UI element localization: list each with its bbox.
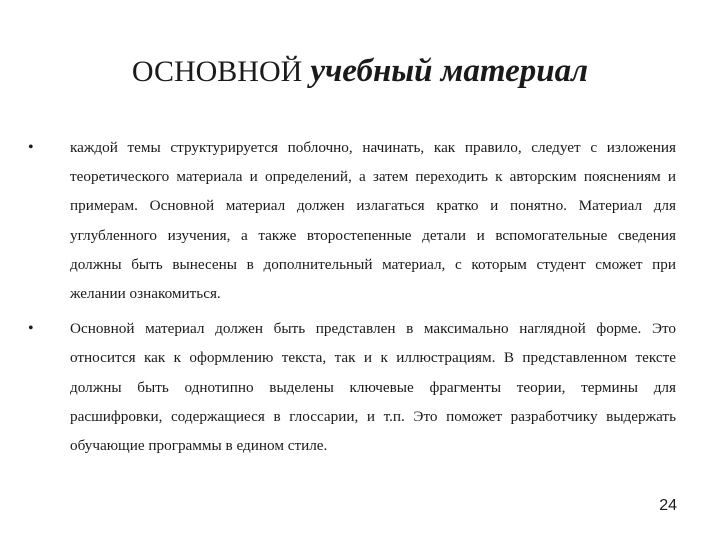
- title-emphasized-part: учебный материал: [310, 53, 589, 89]
- bullet-marker: •: [28, 139, 34, 156]
- bullet-list: [28, 133, 676, 460]
- slide-title: [0, 50, 720, 92]
- title-normal-part: ОСНОВНОЙ: [131, 55, 303, 88]
- bullet-text: каждой темы структурируется поблочно, начинать, как правило, следует с изложения теоретического материала и определений, а затем переходить к авторским пояснениям и примерам. Основной материал должен излагаться кратко и понятно. Материал для углубленного изучения, а также второстепенные детали и вспомогательные сведения должны быть вынесены в дополнительный материал, с которым студент сможет при желании ознакомиться.: [70, 139, 676, 303]
- bullet-marker: •: [28, 320, 34, 338]
- bullet-text: Основной материал должен быть представлен в максимально наглядной форме. Это относится как к оформлению текста, так и к иллюстрациям. В представленном тексте должны быть однотипно выделены ключевые фрагменты теории, термины для расшифровки, содержащиеся в глоссарии, и т.п. Это поможет разработчику выдержать обучающие программы в едином стиле.: [70, 320, 676, 455]
- bullet-item-2: [28, 314, 676, 460]
- page-number: 24: [659, 497, 677, 514]
- bullet-item-1: [28, 133, 676, 308]
